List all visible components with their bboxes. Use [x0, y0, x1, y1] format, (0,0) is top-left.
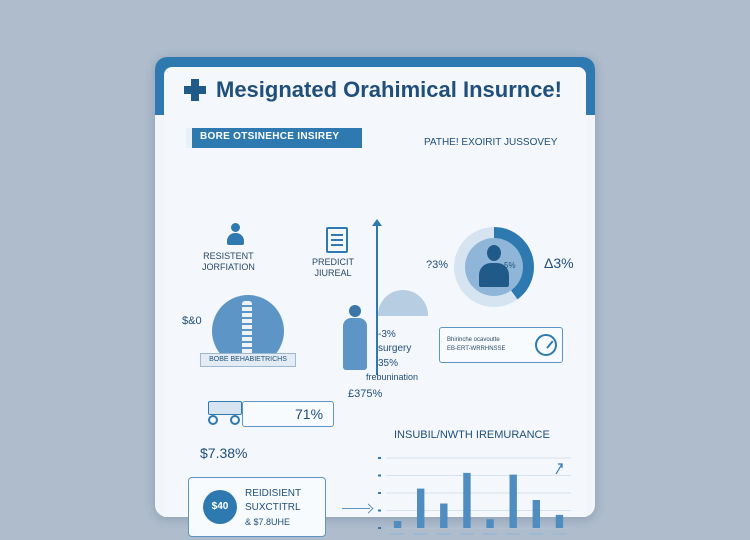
chart-tick — [378, 475, 381, 477]
right-panel-title: PATHE! EXOIRIT JUSSOVEY — [424, 137, 558, 148]
chart-category-label — [414, 533, 428, 535]
bottom-line-3: & $7.8UHE — [245, 517, 291, 527]
spine-caption: BOBE BEHABIETRICHS — [200, 353, 296, 367]
percent-pill: 71% — [242, 401, 334, 427]
rehab-label: frebunination — [366, 372, 419, 382]
document-icon — [326, 227, 348, 253]
badge: $40 — [203, 490, 237, 524]
page-title: Mesignated Orahimical Insurnce! — [216, 77, 562, 102]
chart-tick — [378, 492, 381, 494]
chart-category-label — [529, 533, 543, 535]
arrow-right-icon — [342, 508, 370, 509]
pct-label: -3% — [378, 329, 396, 340]
chart-category-label — [553, 533, 567, 535]
donut-right-value: Δ3% — [544, 255, 574, 271]
patient-figure-icon — [340, 305, 370, 371]
surgery-label: surgery — [378, 343, 412, 354]
medical-cross-icon — [184, 79, 206, 101]
chart-category-label — [391, 533, 405, 535]
chart-category-label — [437, 533, 451, 535]
chart-tick — [378, 510, 381, 512]
chart-bar — [463, 473, 470, 528]
predicit-label: PREDICIT JIUREAL — [312, 257, 355, 278]
gauge-icon — [535, 334, 557, 356]
bottom-info-box — [188, 477, 326, 537]
chart-category-label — [483, 533, 497, 535]
spine-icon — [242, 301, 252, 361]
left-value: $7.38% — [200, 445, 248, 461]
chart-category-label — [506, 533, 520, 535]
content-area — [164, 115, 586, 527]
bar-chart — [376, 450, 576, 540]
info-box: Bhirinche ocavoutte EB-ERT-WRRHNSSE — [439, 327, 563, 363]
surgery-value: 35% — [378, 358, 399, 369]
header-bar — [155, 57, 595, 115]
chart-tick — [378, 527, 381, 529]
ambulance-icon — [202, 397, 246, 425]
chart-bar — [417, 489, 424, 528]
section-label: BORE OTSINEHCE INSIREY — [186, 128, 362, 148]
header-inner — [164, 67, 586, 115]
chart-bar — [533, 500, 540, 528]
chart-bar — [486, 519, 493, 528]
trend-arrow-icon — [556, 464, 562, 474]
chart-category-label — [460, 533, 474, 535]
donut-inner-value: 5% — [504, 261, 516, 270]
donut-left-value: ?3% — [426, 259, 449, 271]
bottom-line-2: SUXCTITRL — [245, 502, 301, 513]
bottom-line-1: REIDISIENT — [245, 488, 302, 499]
person-icon — [226, 223, 244, 245]
rehab-value: £375% — [348, 388, 383, 400]
chart-bar — [394, 521, 401, 528]
infographic-card — [155, 57, 595, 527]
chart-bar — [509, 475, 516, 528]
spine-side-value: $&0 — [182, 315, 202, 327]
resistent-label: RESISTENT JORFIATION — [202, 251, 255, 272]
chart-bar — [440, 504, 447, 529]
chart-title: INSUBIL/NWTH IREMURANCE — [394, 429, 550, 441]
chart-tick — [378, 457, 381, 459]
chart-bar — [556, 515, 563, 528]
fan-shape — [378, 290, 428, 316]
